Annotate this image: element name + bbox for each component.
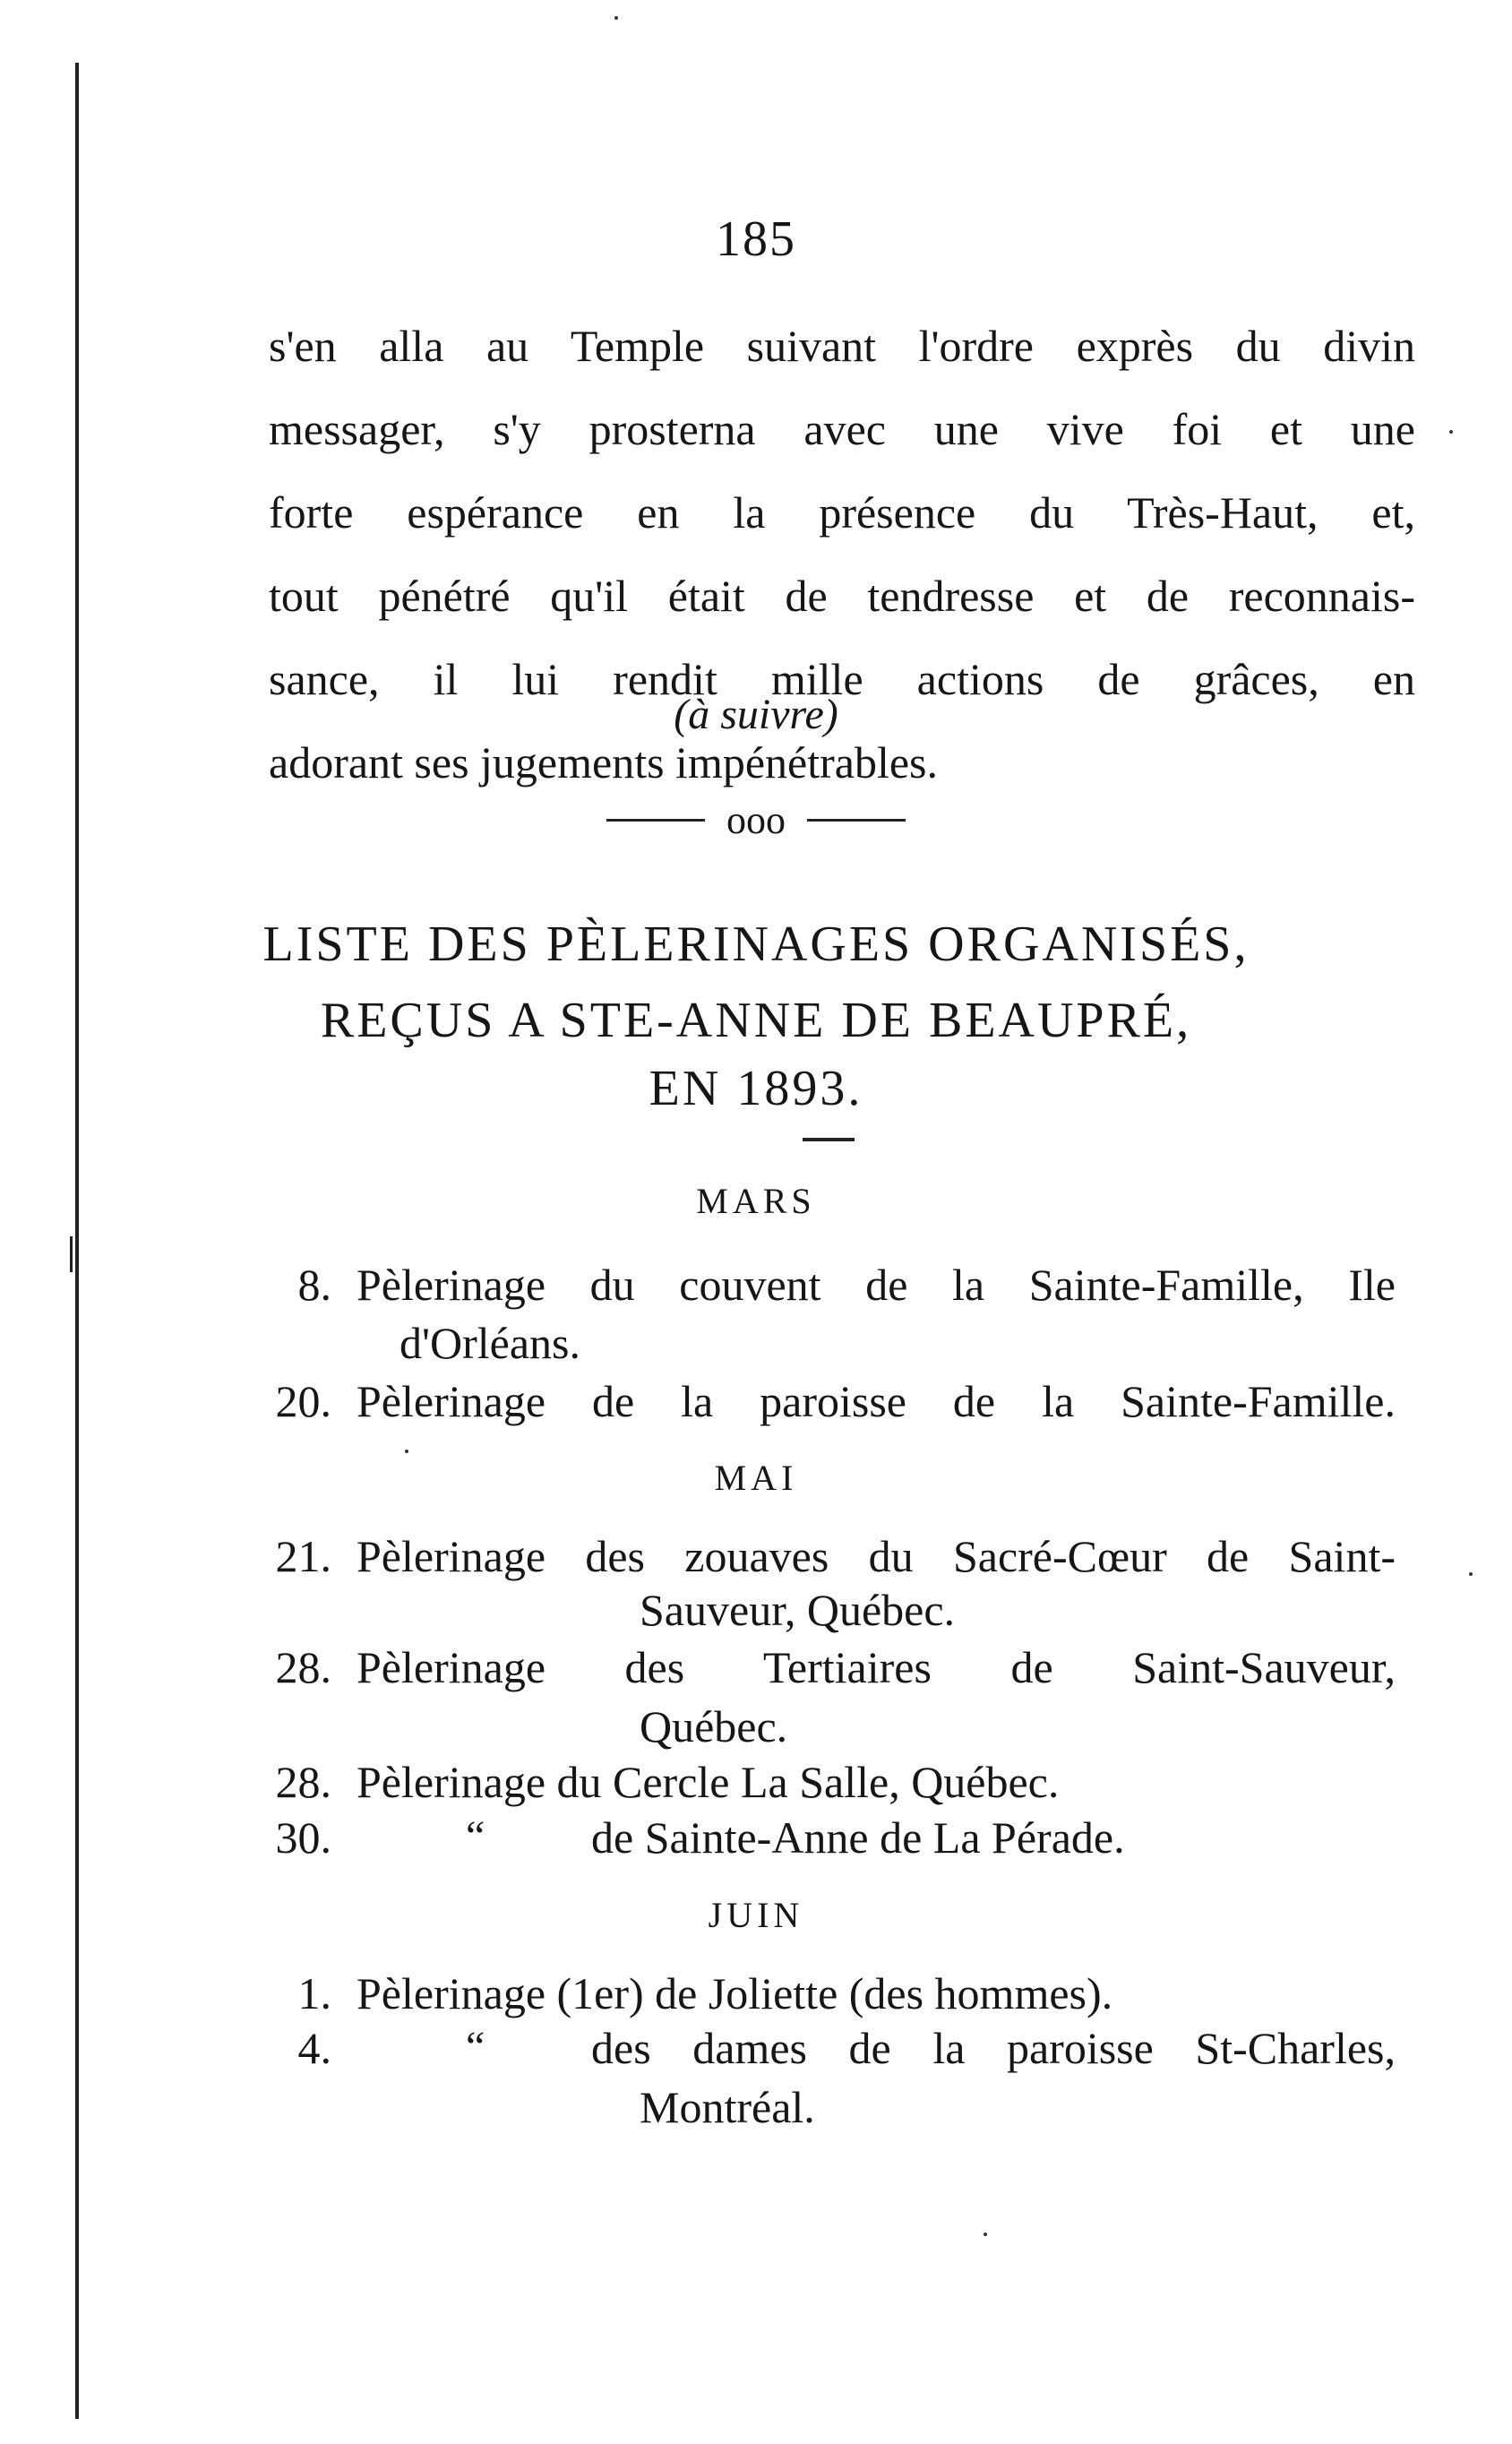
list-item	[0, 1641, 1512, 1704]
separator-dash	[606, 819, 705, 822]
ink-speck	[614, 16, 618, 20]
entry-continuation: Québec.	[640, 1701, 788, 1751]
list-item	[0, 1967, 1512, 2030]
entry-text: Pèlerinage du Cercle La Salle, Québec.	[357, 1757, 1060, 1807]
entry-continuation: Montréal.	[640, 2082, 815, 2132]
entry-date: 8.	[297, 1260, 331, 1310]
list-item	[0, 1756, 1512, 1819]
paragraph-line: tout pénétré qu'il était de tendresse et de reconnais-	[269, 571, 1415, 621]
list-title-line: REÇUS A STE-ANNE DE BEAUPRÉ,	[320, 993, 1192, 1048]
ink-speck	[1449, 430, 1453, 434]
paragraph-line: forte espérance en la présence du Très-Haut, et,	[269, 487, 1415, 538]
paragraph-line: adorant ses jugements impénétrables.	[269, 737, 938, 787]
entry-date: 20.	[275, 1376, 331, 1426]
entry-text: Pèlerinage des zouaves du Sacré-Cœur de Saint-	[357, 1531, 1396, 1581]
ink-speck	[984, 2233, 987, 2236]
month-heading-mai: MAI	[714, 1458, 798, 1498]
section-separator	[0, 797, 1512, 843]
entry-text: Pèlerinage (1er) de Joliette (des hommes).	[357, 1968, 1113, 2018]
entry-text: des dames de la paroisse St-Charles,	[591, 2023, 1396, 2073]
to-follow-note: (à suivre)	[674, 691, 838, 738]
list-title-line: LISTE DES PÈLERINAGES ORGANISÉS,	[262, 916, 1250, 972]
month-heading-mars: MARS	[696, 1181, 816, 1221]
paragraph-line: sance, il lui rendit mille actions de grâces, en	[269, 654, 1415, 704]
entry-date: 28.	[275, 1757, 331, 1807]
entry-text: Pèlerinage du couvent de la Sainte-Famille, Ile	[357, 1260, 1396, 1310]
separator-dash	[807, 819, 906, 822]
entry-date: 28.	[275, 1642, 331, 1692]
paragraph-line: messager, s'y prosterna avec une vive foi et une	[269, 404, 1415, 454]
entry-date: 21.	[275, 1531, 331, 1581]
ink-speck	[405, 1450, 408, 1453]
ditto-mark: “	[466, 2023, 485, 2070]
paragraph-line: s'en alla au Temple suivant l'ordre exprès du divin	[269, 321, 1415, 371]
list-item	[0, 1259, 1512, 1321]
list-item	[0, 2022, 1512, 2085]
entry-text: Pèlerinage des Tertiaires de Saint-Sauveur,	[357, 1642, 1396, 1692]
separator-ornament: ooo	[726, 798, 786, 842]
entry-date: 4.	[297, 2023, 331, 2073]
page-number: 185	[716, 211, 796, 267]
list-item	[0, 1811, 1512, 1874]
entry-date: 30.	[275, 1812, 331, 1863]
month-heading-juin: JUIN	[708, 1895, 804, 1935]
title-rule	[803, 1138, 855, 1141]
entry-continuation: d'Orléans.	[399, 1318, 581, 1368]
entry-continuation: Sauveur, Québec.	[640, 1585, 956, 1635]
list-title-line: EN 1893.	[649, 1061, 863, 1116]
entry-text: de Sainte-Anne de La Pérade.	[591, 1812, 1125, 1863]
ditto-mark: “	[466, 1812, 485, 1860]
list-item	[0, 1375, 1512, 1438]
entry-text: Pèlerinage de la paroisse de la Sainte-Famille.	[357, 1376, 1396, 1426]
entry-date: 1.	[297, 1968, 331, 2018]
